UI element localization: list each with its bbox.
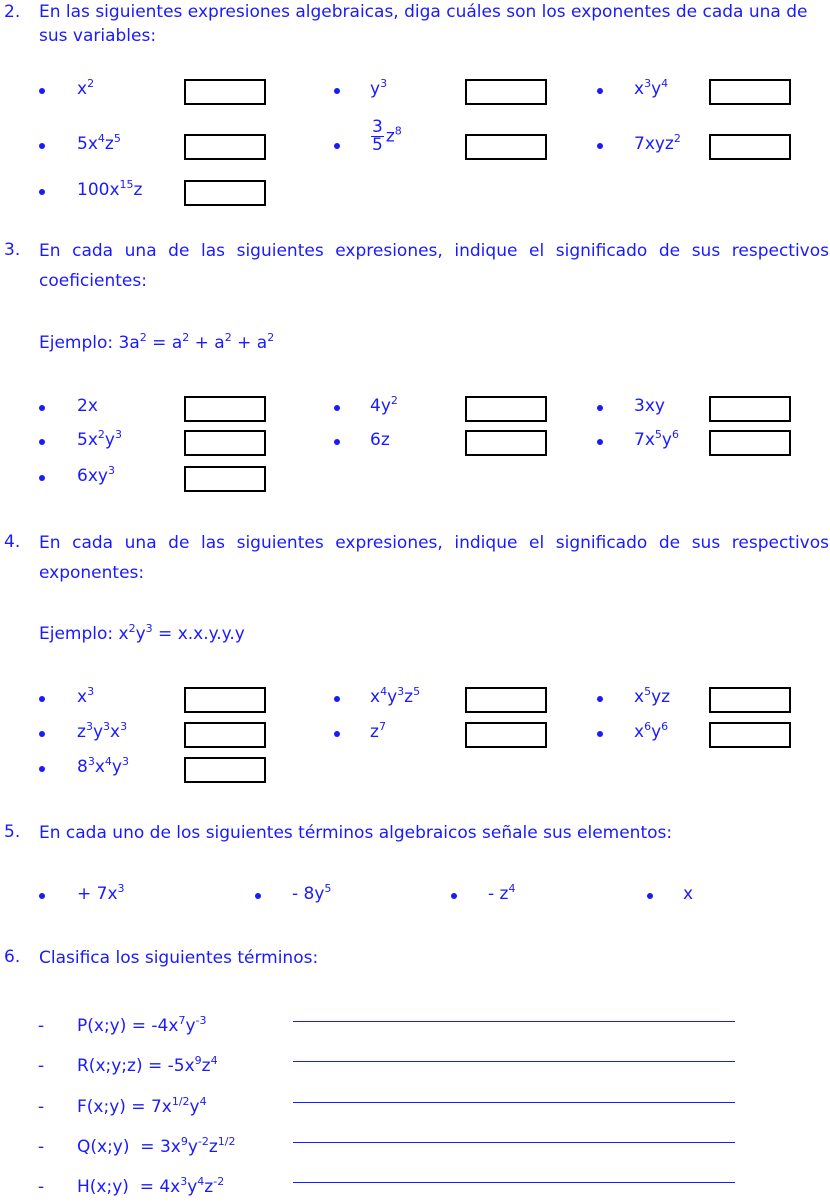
- answer-box[interactable]: [709, 722, 791, 748]
- answer-box[interactable]: [184, 180, 266, 206]
- expression-item: $6xy^3$: [77, 464, 115, 486]
- expression-item: $x^2$: [77, 77, 95, 99]
- expression-item: $\frac{3}{5}$ $z^8$: [372, 117, 402, 155]
- example-text: Ejemplo: $x^2y^3 = x.x.y.y.y$: [39, 622, 245, 644]
- expression-item: $x^6y^6$: [634, 720, 669, 742]
- question-text: En cada una de las siguientes expresiones, indique el significado de sus respectivos exponentes:: [39, 533, 829, 583]
- term-item: F(x;y) = $7x^{1/2}y^4$: [77, 1095, 207, 1117]
- question-number: 6.: [4, 947, 21, 967]
- expression-item: 7xyz$^2$: [634, 132, 681, 154]
- expression-item: $y^3$: [370, 77, 388, 99]
- term-item: Q(x;y) = $3x^9y^{-2}z^{1/2}$: [77, 1135, 236, 1157]
- answer-box[interactable]: [184, 687, 266, 713]
- answer-box[interactable]: [184, 396, 266, 422]
- list-dash: -: [38, 1016, 45, 1036]
- answer-box[interactable]: [465, 79, 547, 105]
- question-text: En cada uno de los siguientes términos algebraicos señale sus elementos:: [39, 823, 673, 843]
- question-text: En cada una de las siguientes expresiones, indique el significado de sus respectivos coeficientes:: [39, 241, 829, 291]
- example-text: Ejemplo: $3a^2 = a^2 + a^2 + a^2$: [39, 331, 275, 353]
- answer-box[interactable]: [709, 79, 791, 105]
- expression-item: $z^3y^3x^3$: [77, 720, 128, 742]
- expression-item: 3xy: [634, 396, 665, 416]
- answer-box[interactable]: [709, 430, 791, 456]
- term-item: + $7x^3$: [77, 882, 125, 904]
- question-number: 2.: [4, 2, 21, 22]
- answer-box[interactable]: [184, 466, 266, 492]
- expression-item: $z^7$: [370, 720, 386, 742]
- answer-line[interactable]: [293, 1182, 735, 1183]
- answer-box[interactable]: [465, 430, 547, 456]
- answer-box[interactable]: [709, 134, 791, 160]
- expression-item: $x^3y^4$: [634, 77, 669, 99]
- answer-box[interactable]: [184, 79, 266, 105]
- expression-item: $7x^5y^6$: [634, 428, 679, 450]
- answer-line[interactable]: [293, 1102, 735, 1103]
- term-item: x: [683, 884, 694, 904]
- question-number: 4.: [4, 532, 21, 552]
- list-dash: -: [38, 1097, 45, 1117]
- expression-item: 2x: [77, 396, 98, 416]
- answer-box[interactable]: [184, 757, 266, 783]
- expression-item: $x^5yz$: [634, 685, 671, 707]
- answer-line[interactable]: [293, 1021, 735, 1022]
- question-text: Clasifica los siguientes términos:: [39, 948, 319, 968]
- question-number: 5.: [4, 822, 21, 842]
- expression-item: $8^3x^4y^3$: [77, 755, 129, 777]
- answer-box[interactable]: [465, 722, 547, 748]
- list-dash: -: [38, 1177, 45, 1197]
- answer-box[interactable]: [465, 134, 547, 160]
- answer-box[interactable]: [465, 396, 547, 422]
- term-item: H(x;y) = $4x^3y^4z^{-2}$: [77, 1175, 225, 1197]
- answer-box[interactable]: [184, 430, 266, 456]
- expression-item: 6z: [370, 430, 390, 450]
- list-dash: -: [38, 1056, 45, 1076]
- question-number: 3.: [4, 240, 21, 260]
- answer-box[interactable]: [465, 687, 547, 713]
- term-item: - $z^4$: [488, 882, 516, 904]
- answer-box[interactable]: [709, 396, 791, 422]
- term-item: P(x;y) = $-4x^7y^{-3}$: [77, 1014, 207, 1036]
- expression-item: $x^3$: [77, 685, 95, 707]
- expression-item: $x^4y^3z^5$: [370, 685, 421, 707]
- question-text: En las siguientes expresiones algebraicas, diga cuáles son los exponentes de cada una de sus variables:: [39, 2, 808, 46]
- answer-line[interactable]: [293, 1142, 735, 1143]
- term-item: R(x;y;z) = $-5x^9z^4$: [77, 1054, 218, 1076]
- list-dash: -: [38, 1137, 45, 1157]
- answer-box[interactable]: [184, 134, 266, 160]
- expression-item: $5x^2y^3$: [77, 428, 122, 450]
- answer-box[interactable]: [184, 722, 266, 748]
- answer-line[interactable]: [293, 1061, 735, 1062]
- answer-box[interactable]: [709, 687, 791, 713]
- expression-item: $100x^{15}z$: [77, 178, 143, 200]
- term-item: - $8y^5$: [292, 882, 332, 904]
- expression-item: $5x^4z^5$: [77, 132, 121, 154]
- expression-item: $4y^2$: [370, 394, 398, 416]
